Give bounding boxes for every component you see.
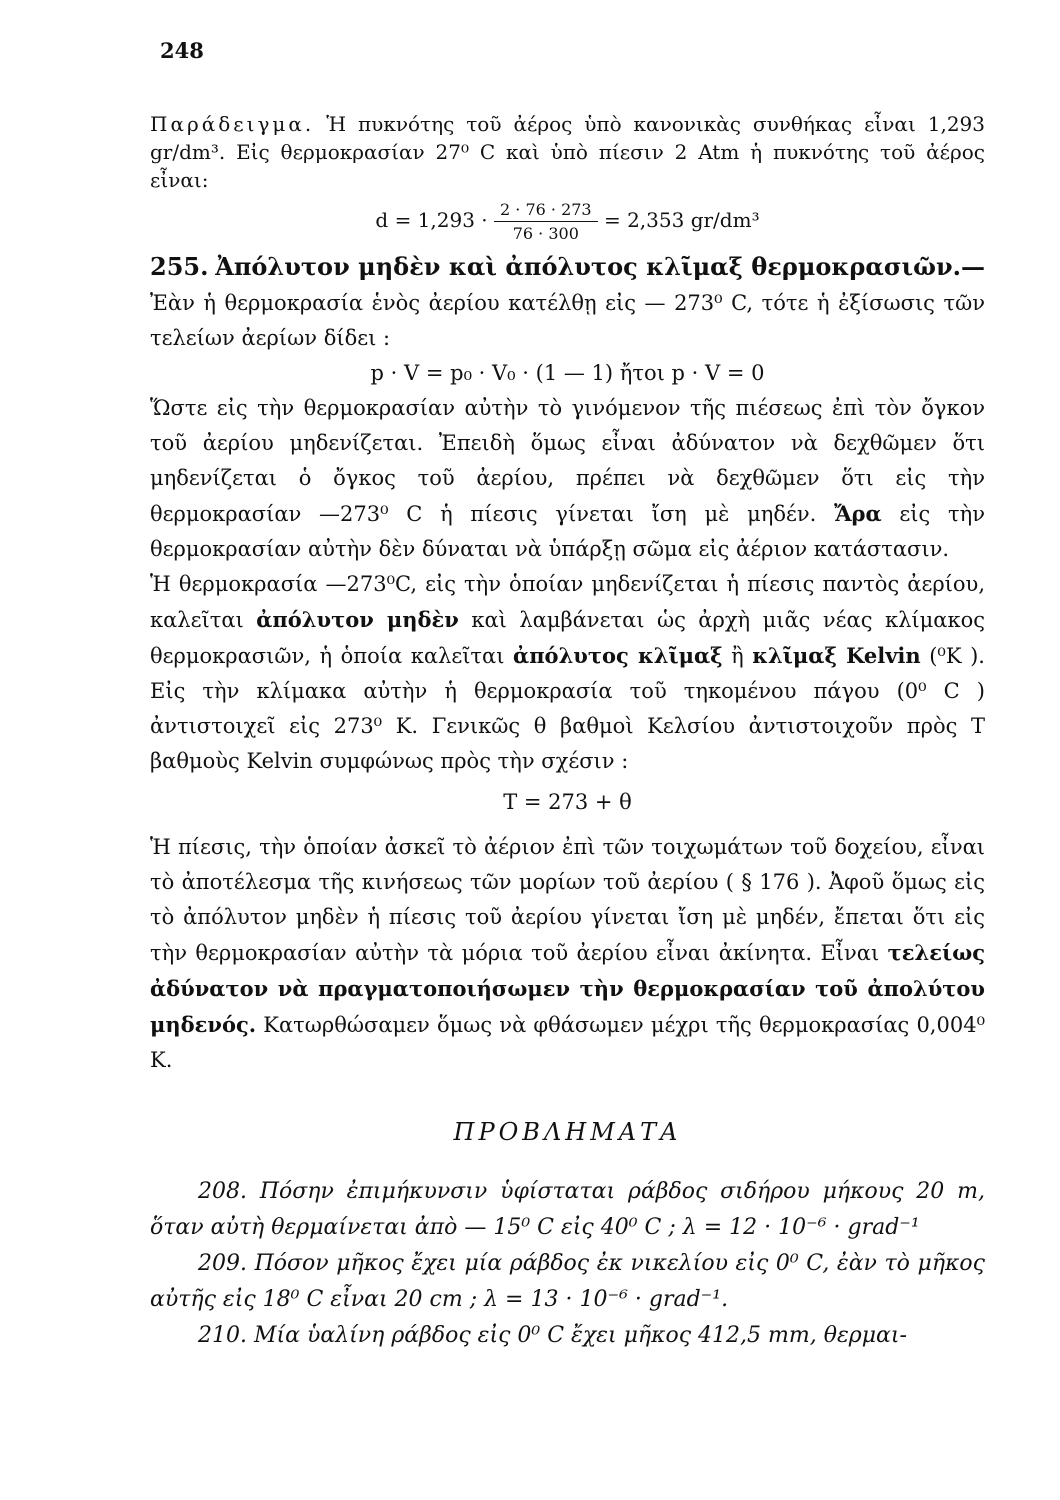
problems-heading: ΠΡΟΒΛΗΜΑΤΑ: [453, 1118, 682, 1146]
paragraph-1: [150, 391, 985, 567]
section-heading-paragraph: [150, 249, 985, 356]
example-text: Ἡ πυκνότης τοῦ ἀέρος ὑπὸ κανονικὰς συνθήκας εἶναι 1,293 gr/dm³. Εἰς θερμοκρασίαν 27⁰ C καὶ ὑπὸ πίεσιν 2 Atm ἡ πυκνότης τοῦ ἀέρος εἶναι:: [150, 112, 985, 192]
page-body: [150, 110, 985, 1354]
section-number: 255.: [150, 252, 209, 281]
problem-209: [150, 1246, 985, 1318]
paragraph-2-d: (⁰K ). Εἰς τὴν κλίμακα αὐτὴν ἡ θερμοκρασία τοῦ τηκομένου πάγου (0⁰ C ) ἀντιστοιχεῖ εἰς 273⁰ K. Γενικῶς θ βαθμοὶ Κελσίου ἀντιστοιχοῦν πρὸς T βαθμοὺς Kelvin συμφώνως πρὸς τὴν σχέσιν :: [150, 644, 985, 773]
paragraph-2-b: καὶ λαμβάνεται ὡς ἀρχὴ μιᾶς νέας κλίμακος θερμοκρασιῶν, ἡ ὁποία καλεῖται: [150, 608, 985, 668]
problem-number: 208.: [198, 1179, 247, 1204]
paragraph-1-end: εἰς τὴν θερμοκρασίαν αὐτὴν δὲν δύναται νὰ ὑπάρξῃ σῶμα εἰς ἀέριον κατάστασιν.: [150, 502, 985, 561]
example-paragraph: [150, 110, 985, 194]
example-label: Παράδειγμα.: [150, 112, 315, 136]
formula1-left: d = 1,293 ·: [375, 208, 488, 232]
problem-210: [150, 1318, 985, 1354]
problem-number: 209.: [198, 1251, 247, 1276]
paragraph-3-bold: τελείως ἀδύνατον νὰ πραγματοποιήσωμεν τὴν θερμοκρασίαν τοῦ ἀπολύτου μηδενός.: [150, 940, 985, 1037]
paragraph-2-a: Ἡ θερμοκρασία —273⁰C, εἰς τὴν ὁποίαν μηδενίζεται ἡ πίεσις παντὸς ἀερίου, καλεῖται: [150, 572, 985, 632]
formula1-denominator: 76 · 300: [512, 224, 579, 243]
section-title: Ἀπόλυτον μηδὲν καὶ ἀπόλυτος κλῖμαξ θερμοκρασιῶν.—: [215, 252, 985, 281]
kelvin-formula: T = 273 + θ: [503, 790, 632, 814]
density-formula: [150, 200, 985, 243]
problem-text: Πόσην ἐπιμήκυνσιν ὑφίσταται ράβδος σιδήρου μήκους 20 m, ὅταν αὐτὴ θερμαίνεται ἀπὸ — 15⁰ C εἰς 40⁰ C ; λ = 12 · 10⁻⁶ · grad⁻¹: [150, 1179, 985, 1240]
page-number: 248: [160, 38, 204, 63]
formula1-numerator: 2 · 76 · 273: [494, 200, 598, 222]
gas-equation: p · V = p₀ · V₀ · (1 — 1) ἤτοι p · V = 0: [370, 361, 765, 385]
paragraph-1-text: Ὥστε εἰς τὴν θερμοκρασίαν αὐτὴν τὸ γινόμενον τῆς πιέσεως ἐπὶ τὸν ὄγκον τοῦ ἀερίου μηδενίζεται. Ἐπειδὴ ὅμως εἶναι ἀδύνατον νὰ δεχθῶμεν ὅτι μηδενίζεται ὁ ὄγκος τοῦ ἀερίου, πρέπει νὰ δεχθῶμεν ὅτι εἰς τὴν θερμοκρασίαν —273⁰ C ἡ πίεσις γίνεται ἴση μὲ μηδέν.: [150, 396, 985, 526]
paragraph-1-bold: Ἄρα: [834, 501, 882, 526]
problem-text: Μία ὑαλίνη ράβδος εἰς 0⁰ C ἔχει μῆκος 412,5 mm, θερμαι-: [253, 1323, 907, 1348]
paragraph-2: [150, 567, 985, 779]
term-absolute-zero: ἀπόλυτον μηδὲν: [256, 607, 459, 632]
paragraph-3-b: Κατωρθώσαμεν ὅμως νὰ φθάσωμεν μέχρι τῆς θερμοκρασίας 0,004⁰ K.: [150, 1013, 985, 1072]
problem-text: Πόσον μῆκος ἔχει μία ράβδος ἐκ νικελίου εἰς 0⁰ C, ἐὰν τὸ μῆκος αὐτῆς εἰς 18⁰ C εἶναι 20 cm ; λ = 13 · 10⁻⁶ · grad⁻¹.: [150, 1251, 985, 1312]
problem-number: 210.: [198, 1323, 247, 1348]
formula1-right: = 2,353 gr/dm³: [603, 208, 760, 232]
term-absolute-scale: ἀπόλυτος κλῖμαξ: [513, 643, 723, 668]
term-kelvin-scale: κλῖμαξ Kelvin: [752, 643, 921, 668]
section-intro: Ἐὰν ἡ θερμοκρασία ἑνὸς ἀερίου κατέλθῃ εἰς — 273⁰ C, τότε ἡ ἐξίσωσις τῶν τελείων ἀερίων δίδει :: [150, 291, 985, 350]
formula1-fraction: [494, 200, 598, 243]
paragraph-3: [150, 830, 985, 1078]
problem-208: [150, 1174, 985, 1246]
paragraph-2-c: ἢ: [731, 644, 744, 668]
paragraph-3-a: Ἡ πίεσις, τὴν ὁποίαν ἀσκεῖ τὸ ἀέριον ἐπὶ τῶν τοιχωμάτων τοῦ δοχείου, εἶναι τὸ ἀποτέλεσμα τῆς κινήσεως τῶν μορίων τοῦ ἀερίου ( § 176 ). Ἀφοῦ ὅμως εἰς τὸ ἀπόλυτον μηδὲν ἡ πίεσις τοῦ ἀερίου γίνεται ἴση μὲ μηδέν, ἔπεται ὅτι εἰς τὴν θερμοκρασίαν αὐτὴν τὰ μόρια τοῦ ἀερίου εἶναι ἀκίνητα. Εἶναι: [150, 835, 985, 965]
